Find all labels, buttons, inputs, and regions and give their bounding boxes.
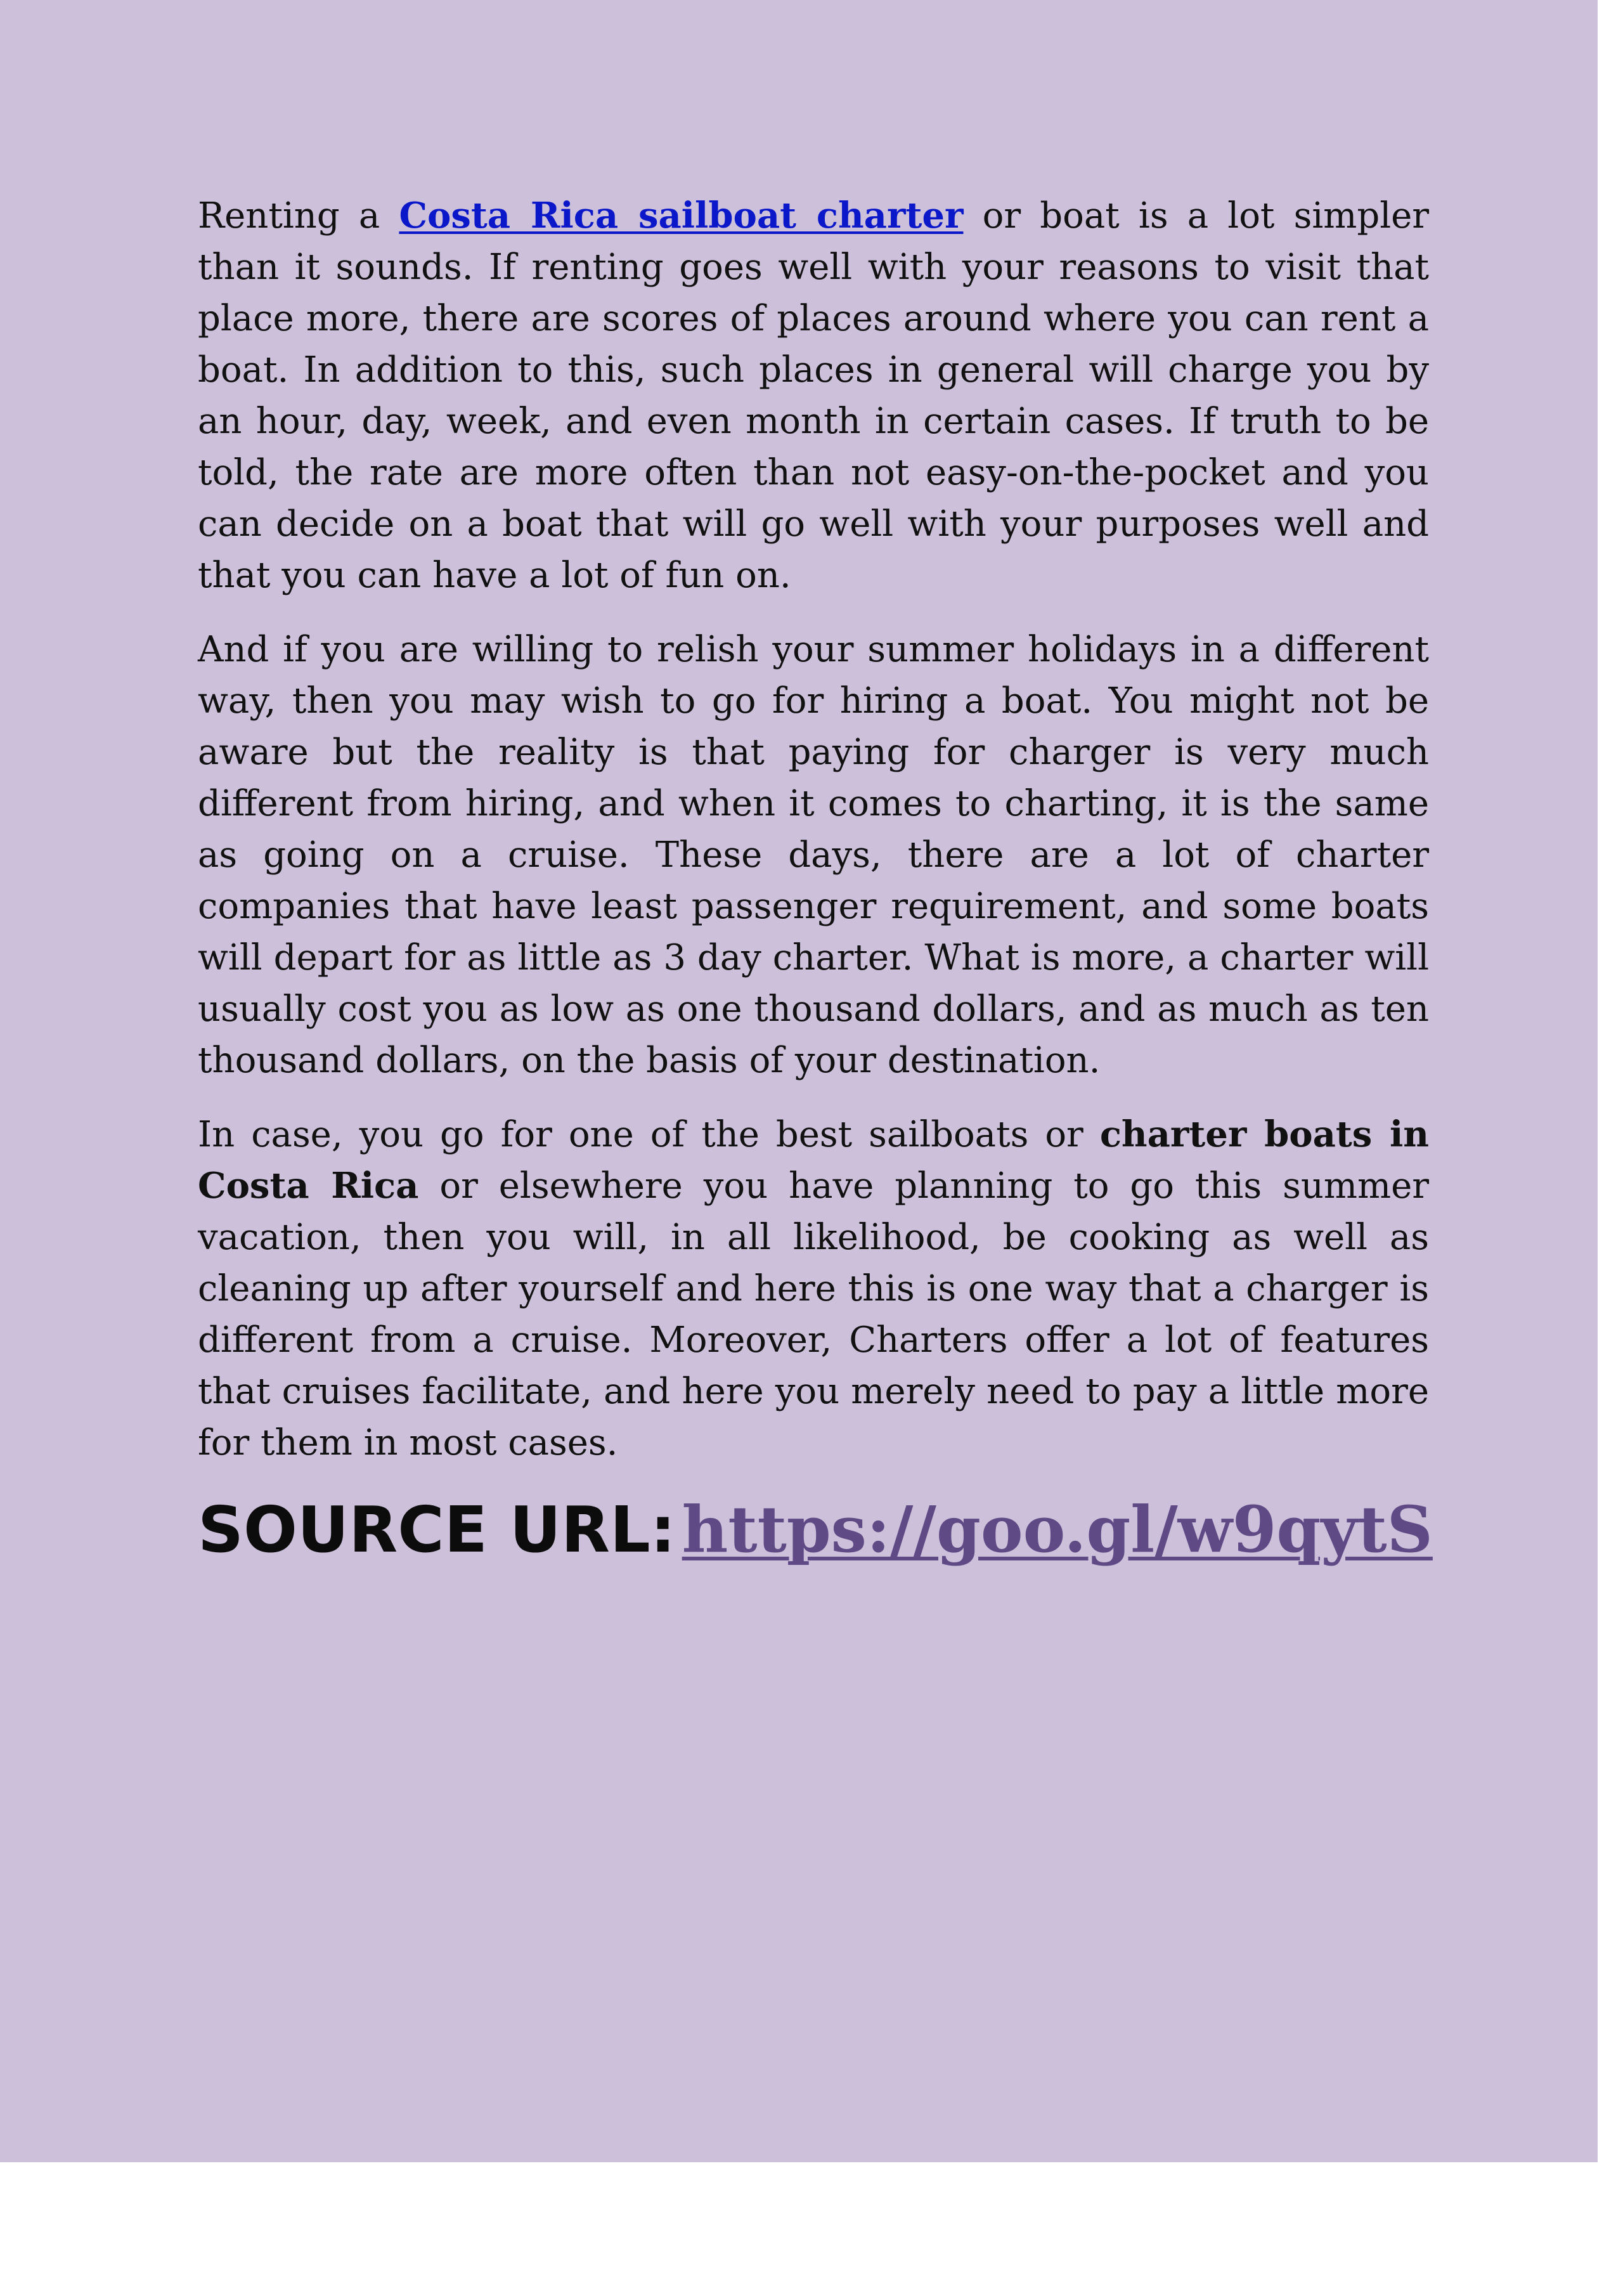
paragraph-3-intro: In case, you go for one of the best sailboats or: [198, 1114, 1100, 1155]
paragraph-2: And if you are willing to relish your summer holidays in a different way, then you may wish to go for hiring a boat. You might not be aware but the reality is that paying for charger is very much different from hiring, and when it comes to charting, it is the same as going on a cruise. These days, there are a lot of charter companies that have least passenger requirement, and some boats will depart for as little as 3 day charter. What is more, a charter will usually cost you as low as one thousand dollars, and as much as ten thousand dollars, on the basis of your destination.: [198, 629, 1429, 1081]
paragraph-3-rest: or elsewhere you have planning to go this summer vacation, then you will, in all likelihood, be cooking as well as cleaning up after yourself and here this is one way that a charger is different from a cruise. Moreover, Charters offer a lot of features that cruises facilitate, and here you merely need to pay a little more for them in most cases.: [198, 1165, 1430, 1463]
costa-rica-sailboat-charter-link[interactable]: Costa Rica sailboat charter: [399, 195, 964, 237]
paragraph-1: [198, 190, 1429, 601]
paragraph-1-intro: Renting a: [198, 195, 399, 237]
document-body: [198, 190, 1433, 1568]
source-url-link[interactable]: https://goo.gl/w9qytS: [682, 1492, 1433, 1567]
source-url-label: SOURCE URL:: [198, 1493, 676, 1567]
source-url-line: [198, 1491, 1433, 1568]
paragraph-3: [198, 1109, 1429, 1469]
paragraph-1-rest: or boat is a lot simpler than it sounds. If renting goes well with your reasons to visit that place more, there are scores of places around where you can rent a boat. In addition to this, such places in general will charge you by an hour, day, week, and even month in certain cases. If truth to be told, the rate are more often than not easy-on-the-pocket and you can decide on a boat that will go well with your purposes well and that you can have a lot of fun on.: [198, 195, 1430, 596]
charter-boats-bold-text: charter boats in Costa Rica: [198, 1113, 1429, 1207]
